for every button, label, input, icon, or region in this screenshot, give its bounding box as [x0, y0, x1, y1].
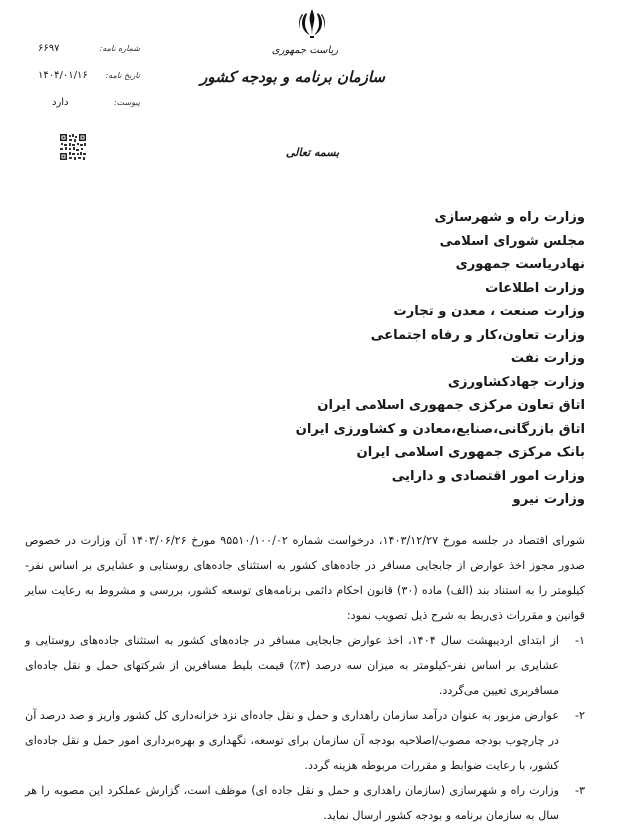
qr-code-icon: [60, 134, 86, 160]
attachment-row: [30, 94, 140, 121]
recipient-item: وزارت اطلاعات: [485, 280, 585, 296]
resolution-item-text: عوارض مزبور به عنوان درآمد سازمان راهداری و حمل و نقل جاده‌ای نزد خزانه‌داری کل کشور واریز و صد درصد آن در چارچوب بودجه مصوب/اصلاحیه بودجه آن سازمان برای توسعه، نگهداری و بهره‌برداری امور حمل و نقل جاده‌ای کشور، با رعایت ضوابط و مقررات مربوطه هزینه گردد.: [25, 709, 559, 772]
recipients-list: [105, 206, 585, 512]
recipient-item: نهادریاست جمهوری: [455, 257, 585, 272]
resolution-item: [25, 778, 585, 828]
recipient-item: وزارت صنعت ، معدن و تجارت: [393, 304, 585, 319]
letter-number-label: شماره نامه:: [99, 44, 140, 53]
body-intro-paragraph: شورای اقتصاد در جلسه مورخ ۱۴۰۳/۱۲/۲۷، درخواست شماره ۹۵۵۱۰/۱۰۰/۰۲ مورخ ۱۴۰۳/۰۶/۲۶ آن وزارت در خصوص صدور مجوز اخذ عوارض از جابجایی مسافر در جاده‌های کشور به استثنای جاده‌های روستایی و عشایری بر اساس نفر-کیلومتر را به استناد بند (الف) ماده (۳۰) قانون احکام دائمی برنامه‌های توسعه کشور، بررسی و مشروط به رعایت سایر قوانین و مقررات ذی‌ربط به شرح ذیل تصویب نمود:: [25, 534, 585, 622]
organization-block: [200, 45, 385, 86]
invocation-heading: بسمه تعالی: [285, 146, 340, 159]
recipient-item: وزارت جهادکشاورزی: [447, 374, 585, 390]
resolution-item-text: وزارت راه و شهرسازی (سازمان راهداری و حمل و نقل جاده ای) موظف است، گزارش عملکرد این مصوبه را هر سال به سازمان برنامه و بودجه کشور ارسال نماید.: [25, 784, 559, 822]
resolution-item-number: ۲-: [574, 709, 585, 722]
attachment-label: پیوست:: [113, 98, 140, 107]
letter-meta: [30, 40, 140, 121]
resolution-item-number: ۱-: [574, 634, 585, 647]
recipient-item: اتاق بازرگانی،صنایع،معادن و کشاورزی ایران: [295, 421, 585, 437]
iran-emblem-icon: [295, 6, 329, 40]
letter-body: [25, 528, 585, 828]
recipient-item: اتاق تعاون مرکزی جمهوری اسلامی ایران: [317, 398, 585, 413]
recipient-item: وزارت امور اقتصادی و دارایی: [391, 468, 585, 484]
letter-number-value: ۶۶۹۷: [38, 43, 60, 54]
recipient-item: مجلس شورای اسلامی: [439, 233, 585, 249]
resolution-item-number: ۳-: [574, 784, 585, 797]
recipient-item: بانک مرکزی جمهوری اسلامی ایران: [356, 445, 585, 460]
letter-date-value: ۱۴۰۴/۰۱/۱۶: [38, 70, 88, 81]
recipient-item: وزارت نیرو: [512, 492, 585, 507]
recipient-item: وزارت نفت: [510, 351, 585, 366]
letter-date-row: [30, 67, 140, 94]
org-parent-name: ریاست جمهوری: [271, 45, 339, 56]
recipient-item: وزارت تعاون،کار و رفاه اجتماعی: [370, 327, 585, 343]
resolution-item: [25, 703, 585, 778]
letter-date-label: تاریخ نامه:: [105, 71, 140, 80]
recipient-item: وزارت راه و شهرسازی: [434, 210, 585, 225]
org-name: سازمان برنامه و بودجه کشور: [200, 68, 385, 86]
attachment-value: دارد: [52, 97, 69, 108]
resolution-item-text: از ابتدای اردیبهشت سال ۱۴۰۴، اخذ عوارض جابجایی مسافر در جاده‌های کشور به استثنای جاده‌های روستایی و عشایری بر اساس نفر-کیلومتر به میزان سه درصد (۳٪) قیمت بلیط مسافرین از شرکتهای حمل و نقل جاده‌ای مسافربری تعیین می‌گردد.: [25, 634, 559, 697]
resolution-item: [25, 628, 585, 703]
letter-number-row: [30, 40, 140, 67]
